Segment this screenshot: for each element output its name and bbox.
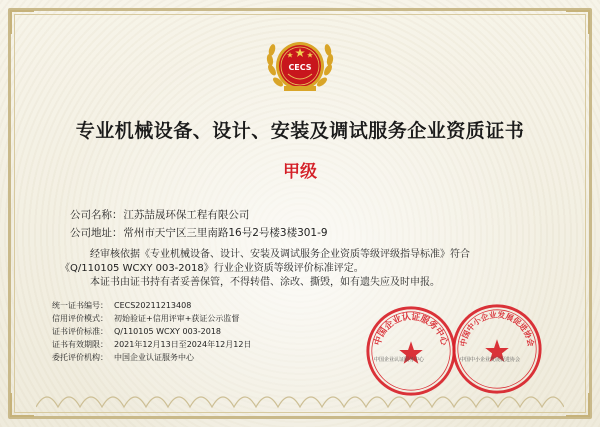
seal2-ring-text: 中国中小企业发展促进协会: [458, 310, 536, 348]
emblem-text: CECS: [288, 63, 312, 72]
corner-ornament: [566, 393, 590, 417]
company-address-value: 常州市天宁区三里南路16号2号楼3楼301-9: [123, 227, 328, 239]
company-name-label: 公司名称：: [70, 209, 123, 221]
company-name-row: [70, 207, 249, 222]
corner-ornament: [10, 393, 34, 417]
body-line-2: 《Q/110105 WCXY 003-2018》行业企业资质等级评价标准评定。: [60, 263, 364, 274]
company-address-row: [70, 225, 328, 240]
info-row-certificate-number: [52, 300, 191, 311]
info-label: 证书评价标准：: [52, 327, 108, 336]
cecs-emblem-icon: [262, 26, 338, 102]
info-row-agency: [52, 352, 194, 363]
info-value: 中国企业认证服务中心: [114, 353, 194, 362]
seal2-caption: 中国中小企业发展促进协会: [460, 357, 521, 363]
body-line-3: 本证书由证书持有者妥善保管，不得转借、涂改、撕毁，如有遗失应及时申报。: [90, 277, 440, 288]
grade-level: 甲级: [283, 162, 317, 182]
certificate-body: [60, 248, 530, 290]
info-value: CECS20211213408: [114, 301, 192, 310]
seal1-ring-text: 中国企业认证服务中心: [373, 312, 449, 347]
company-name-value: 江苏喆晟环保工程有限公司: [123, 209, 250, 221]
body-line-1: 经审核依据《专业机械设备、设计、安装及调试服务企业资质等级评级指导标准》符合: [90, 249, 470, 260]
info-label: 统一证书编号：: [52, 301, 108, 310]
seal1-caption: 中国企业认证服务中心: [374, 357, 425, 363]
corner-ornament: [10, 10, 34, 34]
info-row-validity-period: [52, 339, 251, 350]
info-row-evaluation-standard: [52, 326, 221, 337]
info-label: 证书有效期限：: [52, 340, 108, 349]
info-label: 委托评价机构：: [52, 353, 108, 362]
info-value: Q/110105 WCXY 003-2018: [114, 327, 221, 336]
info-row-evaluation-mode: [52, 313, 239, 324]
info-value: 2021年12月13日至2024年12月12日: [114, 340, 252, 349]
company-address-label: 公司地址：: [70, 227, 123, 239]
info-value: 初始验证+信用评审+获证公示监督: [114, 314, 240, 323]
decorative-border-ornament: [36, 379, 564, 409]
certificate-title: 专业机械设备、设计、安装及调试服务企业资质证书: [75, 120, 525, 142]
info-label: 信用评价模式：: [52, 314, 108, 323]
corner-ornament: [566, 10, 590, 34]
